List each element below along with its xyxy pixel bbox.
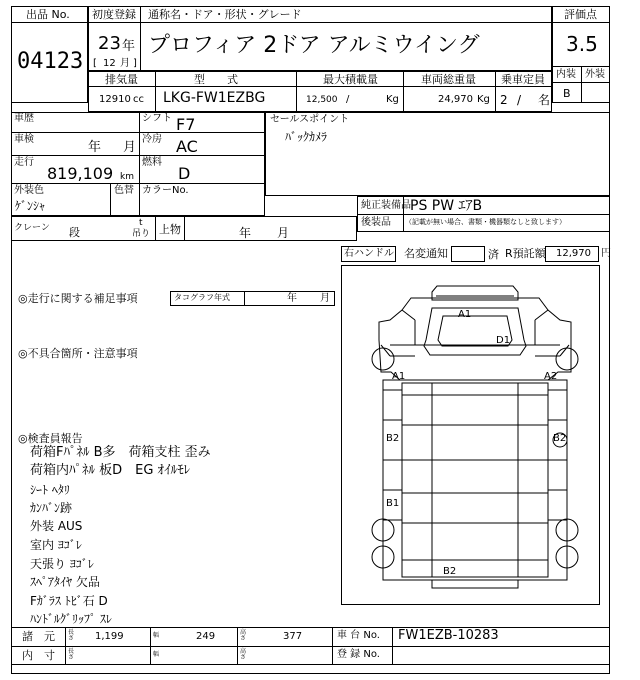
shift-value: F7: [176, 115, 196, 134]
registration-month-bracket: [: [93, 58, 97, 69]
capacity-unit: 名: [538, 93, 551, 107]
damage-mark-b2-right: B2: [553, 433, 567, 444]
fuel-value: D: [178, 164, 191, 183]
mileage-value: 819,109: [47, 164, 114, 183]
crane-lift: 吊り: [132, 229, 151, 239]
damage-mark-a2: A2: [544, 371, 558, 382]
damage-mark-b2-left: B2: [386, 433, 400, 444]
crane-ton: t: [139, 218, 143, 228]
recycle-label: 済: [488, 248, 499, 261]
inspector-line: ｶﾝﾊﾞﾝ跡: [30, 501, 73, 515]
inspection-year-unit: 年: [88, 140, 102, 155]
color-number-label: カラーNo.: [142, 185, 189, 196]
interior-label: 内装: [556, 69, 576, 80]
dims-inner-label: 内 寸: [22, 649, 55, 662]
aftermarket-note: （記載が無い場合、書類・機器類なしと致します）: [405, 218, 566, 226]
gross-weight-value: 24,970: [438, 94, 473, 105]
mileage-label: 走行: [14, 157, 34, 168]
score-value: 3.5: [566, 32, 598, 56]
length-label: 長さ: [68, 629, 75, 642]
sales-point-text: ﾊﾞｯｸｶﾒﾗ: [285, 130, 328, 144]
color-value: ｹﾞﾝｼｬ: [15, 199, 46, 213]
sales-point-label: セールスポイント: [270, 114, 350, 125]
inspector-line: 外装 AUS: [30, 519, 83, 533]
spec-header-capacity: 乗車定員: [501, 73, 545, 86]
height-label: 高さ: [240, 629, 247, 642]
standard-equipment-label: 純正装備品: [361, 200, 411, 211]
registration-year-unit: 年: [122, 39, 136, 54]
spec-header-max-load: 最大積載量: [323, 73, 378, 86]
vehicle-name: プロフィア 2ドア アルミウイング: [148, 33, 480, 58]
damage-mark-a1-windshield: A1: [458, 309, 472, 320]
registration-label: 初度登録: [92, 8, 136, 21]
registration-year: 23: [98, 33, 121, 54]
capacity-slash: /: [517, 93, 522, 107]
damage-mark-b1: B1: [386, 498, 400, 509]
name-change-label: 名変通知: [404, 247, 448, 260]
length-value: 1,199: [95, 631, 124, 642]
tachograph-label: タコグラフ年式: [174, 293, 230, 302]
spec-header-gross: 車両総重量: [421, 73, 476, 86]
max-load-slash: /: [346, 94, 350, 105]
history-label: 車歴: [14, 113, 34, 124]
mount-month-unit: 月: [277, 226, 290, 240]
tacho-year-unit: 年: [287, 293, 297, 304]
max-load-value: 12,500: [306, 95, 338, 105]
supplement-title: ◎走行に関する補足事項: [18, 292, 138, 305]
inspection-month-unit: 月: [123, 140, 137, 155]
interior-value: B: [563, 87, 571, 100]
color-label: 外装色: [14, 185, 44, 196]
mount-year-unit: 年: [239, 226, 252, 240]
inspector-title: ◎検査員報告: [18, 432, 83, 445]
registration-month: 12: [103, 58, 116, 69]
fuel-label: 燃料: [142, 157, 162, 168]
height-value: 377: [283, 631, 303, 642]
reg-label: 登 録 No.: [337, 649, 380, 660]
color-code-label: 色替: [114, 185, 134, 196]
spec-header-displacement: 排気量: [105, 73, 138, 86]
recycle-value: 12,970: [556, 248, 591, 259]
inspection-label: 車検: [14, 134, 34, 145]
inspector-line: 荷箱内ﾊﾟﾈﾙ 板D EG ｵｲﾙﾓﾚ: [30, 463, 191, 478]
registration-month-unit: 月: [120, 58, 130, 69]
mileage-unit: km: [120, 172, 134, 182]
displacement-unit: cc: [133, 94, 144, 105]
displacement-value: 12910: [99, 94, 131, 105]
width-label-inner: 幅: [153, 651, 160, 658]
capacity-value: 2: [500, 93, 508, 107]
damage-mark-a1-left: A1: [392, 371, 406, 382]
dims-outer-label: 諸 元: [22, 630, 55, 643]
inspector-line: ｽﾍﾟｱﾀｲﾔ 欠品: [30, 575, 100, 589]
damage-mark-b2-rear: B2: [443, 566, 457, 577]
inspector-line: 室内 ﾖｺﾞﾚ: [30, 538, 82, 552]
inspector-line: Fｶﾞﾗｽ ﾄﾋﾞ石 D: [30, 594, 108, 608]
crane-stages: 段: [69, 226, 80, 239]
standard-equipment-value: PS PW ｴｱB: [410, 198, 483, 214]
width-value: 249: [196, 631, 216, 642]
height-label-inner: 高さ: [240, 648, 247, 661]
registration-month-bracket-close: ]: [133, 58, 137, 69]
chassis-label: 車 台 No.: [337, 630, 380, 641]
gross-weight-unit: Kg: [477, 94, 490, 105]
lot-number: 04123: [17, 49, 84, 74]
exterior-label: 外装: [585, 69, 605, 80]
steering-value: 右ハンドル: [344, 248, 394, 259]
recycle-unit: 円: [601, 248, 611, 259]
mount-label: 上物: [159, 223, 181, 236]
model-code: LKG-FW1EZBG: [163, 90, 266, 106]
max-load-unit: Kg: [386, 94, 399, 105]
shift-label: シフト: [142, 113, 172, 124]
inspector-line: ｼｰﾄ ﾍﾀﾘ: [30, 483, 70, 497]
chassis-value: FW1EZB-10283: [398, 628, 499, 643]
spec-header-model: 型 式: [194, 73, 238, 86]
lot-label: 出品 No.: [26, 8, 70, 21]
aircon-value: AC: [176, 137, 198, 156]
tacho-month-unit: 月: [320, 293, 330, 304]
defects-title: ◎不具合箇所・注意事項: [18, 347, 138, 360]
aircon-label: 冷房: [142, 134, 162, 145]
aftermarket-label: 後装品: [361, 217, 391, 228]
inspector-line: 天張り ﾖｺﾞﾚ: [30, 557, 94, 571]
damage-mark-d1: D1: [496, 335, 511, 346]
crane-label: クレーン: [14, 223, 50, 233]
model-header: 通称名・ドア・形状・グレード: [148, 8, 302, 21]
inspector-line: 荷箱Fﾊﾟﾈﾙ B多 荷箱支柱 歪み: [30, 445, 211, 460]
length-label-inner: 長さ: [68, 648, 75, 661]
recycle-text: R預託額: [505, 247, 546, 260]
width-label: 幅: [153, 632, 160, 639]
inspector-line: ﾊﾝﾄﾞﾙｸﾞﾘｯﾌﾟ ｽﾚ: [30, 612, 112, 626]
score-label: 評価点: [564, 8, 597, 21]
